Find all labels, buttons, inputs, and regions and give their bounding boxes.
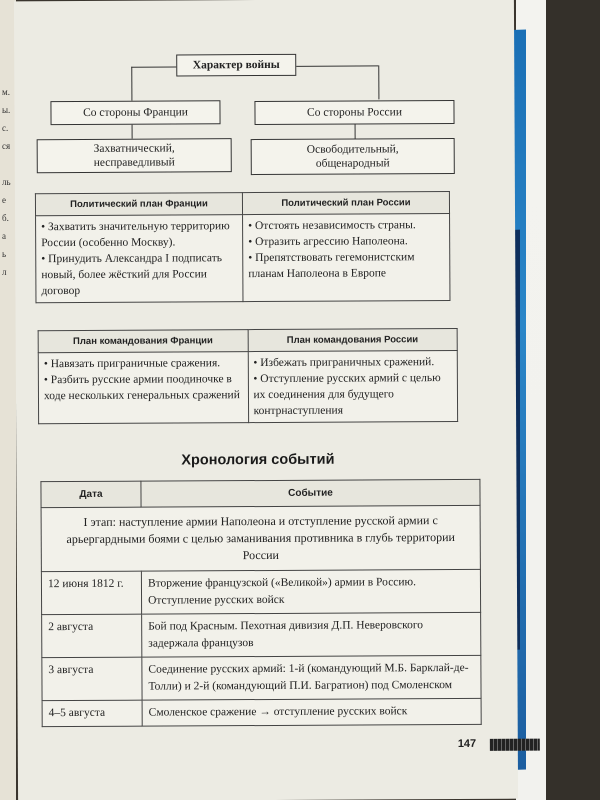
event-date: 2 августа — [42, 614, 142, 658]
list-item: • Захватить значительную территорию России (особенно Москву). — [41, 220, 230, 250]
page-number: 147 — [457, 737, 477, 751]
list-item: • Препятствовать гегемонистским планам Наполеона в Европе — [248, 251, 415, 281]
political-plans-table — [35, 191, 451, 303]
russia-character-line-1: Освободительный, — [306, 143, 399, 156]
event-date: 12 июня 1812 г. — [41, 571, 141, 615]
edge-text: ь — [2, 249, 7, 259]
russia-side-box: Со стороны России — [254, 100, 454, 125]
background-right — [546, 0, 600, 800]
political-france-cell — [36, 215, 243, 303]
list-item: • Избежать приграничных сражений. — [253, 356, 435, 370]
command-russia-header: План командования России — [248, 328, 458, 351]
event-date: 4–5 августа — [42, 700, 142, 727]
list-item: • Принудить Александра I подписать новый, более жёсткий для России договор — [41, 252, 223, 298]
edge-text: ы. — [2, 105, 11, 115]
diagram-title: Характер войны — [176, 54, 296, 77]
list-item: • Отстоять независимость страны. — [248, 219, 416, 233]
event-description: Вторжение французской («Великой») армии в Россию. Отступление русских войск — [141, 569, 480, 614]
france-character-line-2: несправедливый — [93, 156, 175, 169]
table-row — [41, 569, 480, 614]
event-date: 3 августа — [42, 657, 142, 701]
political-russia-header: Политический план России — [242, 192, 449, 215]
edge-text: м. — [2, 87, 10, 97]
event-description: Соединение русских армий: 1-й (командующий М.Б. Барклай-де-Толли) и 2-й (командующий П.И. Багратион) под Смоленском — [142, 655, 481, 700]
table-row — [42, 612, 481, 657]
war-character-diagram — [14, 0, 515, 201]
chronology-table — [40, 479, 481, 727]
russia-character-line-2: общенародный — [315, 157, 390, 170]
textbook-page — [14, 0, 518, 800]
command-france-header: План командования Франции — [38, 330, 248, 353]
stage-description: I этап: наступление армии Наполеона и отступление русской армии с арьергардными боями с целью заманивания противника в глубь территории России — [41, 505, 480, 571]
chronology-heading: Хронология событий — [181, 451, 335, 469]
edge-text: б. — [2, 213, 9, 223]
list-item: • Разбить русские армии поодиночке в ходе нескольких генеральных сражений — [43, 373, 240, 403]
edge-text: ся — [2, 141, 11, 151]
edge-text: а — [2, 231, 6, 241]
event-description: Смоленское сражение → отступление русских войск — [142, 698, 481, 726]
france-character-line-1: Захватнический, — [93, 142, 175, 155]
command-russia-cell — [248, 350, 458, 422]
table-row — [42, 698, 481, 726]
france-side-box: Со стороны Франции — [50, 100, 220, 125]
edge-text: с. — [2, 123, 9, 133]
page-number-bar — [490, 739, 540, 751]
table-row — [42, 655, 481, 700]
political-france-header: Политический план Франции — [35, 193, 242, 216]
list-item: • Навязать приграничные сражения. — [43, 357, 221, 371]
command-plans-table — [38, 328, 458, 424]
command-france-cell — [38, 352, 248, 424]
france-character-box — [37, 138, 232, 173]
edge-text: ль — [2, 177, 11, 187]
date-header: Дата — [41, 481, 141, 508]
list-item: • Отразить агрессию Наполеона. — [248, 235, 408, 249]
edge-text: л — [2, 267, 7, 277]
political-russia-cell — [243, 214, 450, 302]
russia-character-box — [251, 138, 455, 175]
event-header: Событие — [141, 479, 480, 507]
edge-text: е — [2, 195, 6, 205]
event-description: Бой под Красным. Пехотная дивизия Д.П. Неверовского задержала французов — [142, 612, 481, 657]
list-item: • Отступление русских армий с целью их соединения для будущего контрнаступления — [253, 372, 441, 418]
